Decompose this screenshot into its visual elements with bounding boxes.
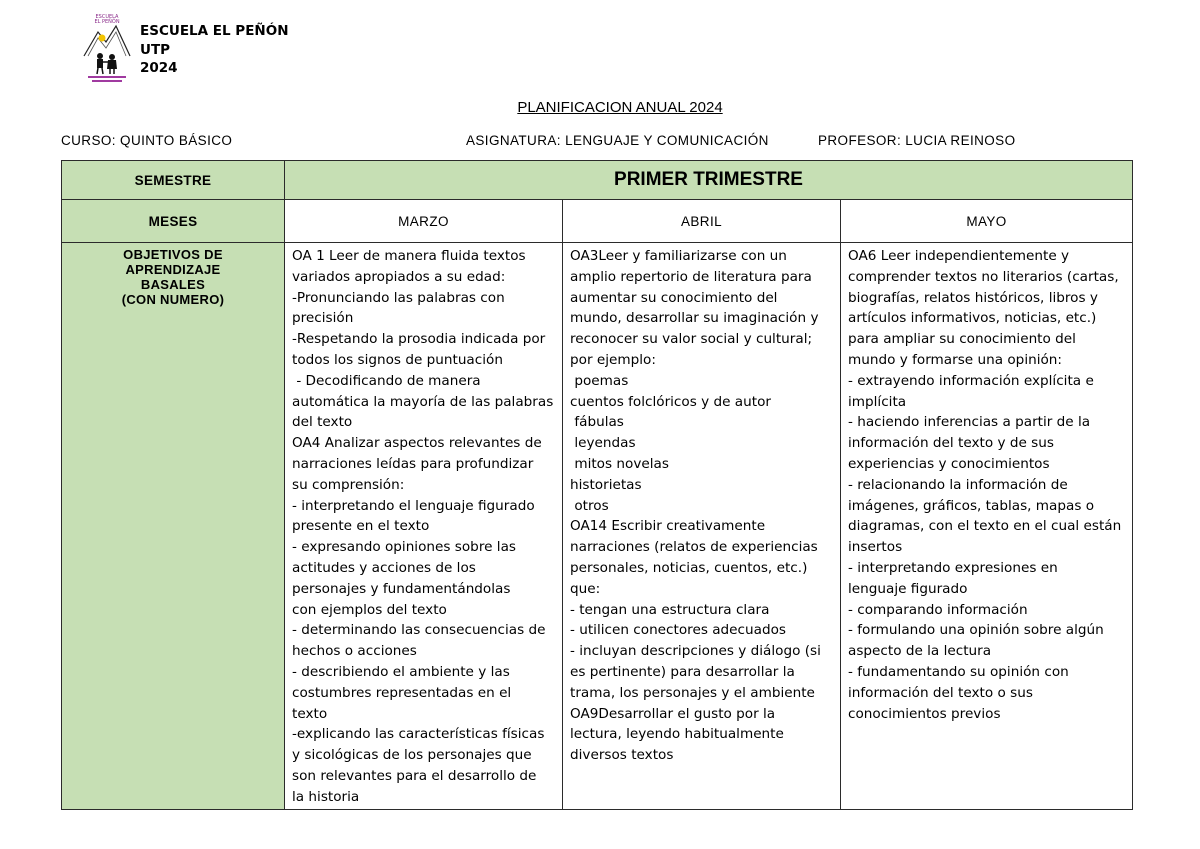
objective-line: - interpretando el lenguaje figurado xyxy=(292,497,535,514)
objective-line: presente en el texto xyxy=(292,518,430,535)
objetivos-marzo xyxy=(285,243,563,810)
objective-line: - formulando una opinión sobre algún xyxy=(848,622,1104,639)
objective-line: trama, los personajes y el ambiente xyxy=(570,684,815,701)
trimestre-header: PRIMER TRIMESTRE xyxy=(285,161,1133,200)
semestre-header: SEMESTRE xyxy=(62,161,285,200)
objective-line: actitudes y acciones de los xyxy=(292,559,476,576)
objective-line: - Decodificando de manera xyxy=(292,372,481,389)
objective-line: diversos textos xyxy=(570,747,674,764)
objective-line: cuentos folclóricos y de autor xyxy=(570,393,771,410)
objective-line: comprender textos no literarios (cartas, xyxy=(848,268,1119,285)
school-header xyxy=(140,22,289,78)
objective-line: - describiendo el ambiente y las xyxy=(292,663,510,680)
objective-line: otros xyxy=(570,497,609,514)
objective-line: OA 1 Leer de manera fluida textos xyxy=(292,248,526,264)
objective-line: historietas xyxy=(570,476,642,493)
objetivos-mayo xyxy=(841,243,1133,810)
objective-line: información del texto o sus xyxy=(848,684,1033,701)
objective-line: costumbres representadas en el xyxy=(292,684,512,701)
asignatura-label: ASIGNATURA: LENGUAJE Y COMUNICACIÓN xyxy=(466,133,769,148)
semestre-row xyxy=(62,161,1133,200)
month-marzo: MARZO xyxy=(285,200,563,243)
objective-line: - haciendo inferencias a partir de la xyxy=(848,414,1091,431)
objective-line: OA9Desarrollar el gusto por la xyxy=(570,705,776,722)
objective-line: con ejemplos del texto xyxy=(292,601,447,618)
objective-line: mundo y formarse una opinión: xyxy=(848,351,1062,368)
logo-text-2: EL PEÑÓN xyxy=(94,19,120,25)
objetivos-abril xyxy=(563,243,841,810)
objective-line: artículos informativos, noticias, etc.) xyxy=(848,310,1097,327)
page-title: PLANIFICACION ANUAL 2024 xyxy=(517,99,723,116)
objective-line: mundo, desarrollar su imaginación y xyxy=(570,310,819,327)
objective-line: - fundamentando su opinión con xyxy=(848,663,1069,680)
objective-line: todos los signos de puntuación xyxy=(292,351,503,368)
objetivos-row xyxy=(62,243,1133,810)
objective-line: conocimientos previos xyxy=(848,705,1001,722)
objective-line: precisión xyxy=(292,310,354,327)
objective-line: - tengan una estructura clara xyxy=(570,601,770,618)
objective-line: experiencias y conocimientos xyxy=(848,455,1050,472)
objective-line: por ejemplo: xyxy=(570,351,656,368)
objetivos-line: OBJETIVOS DE xyxy=(123,247,223,262)
objetivos-line: BASALES xyxy=(140,277,206,292)
objective-line: - comparando información xyxy=(848,601,1028,618)
objective-line: narraciones leídas para profundizar xyxy=(292,455,534,472)
objective-line: reconocer su valor social y cultural; xyxy=(570,331,813,348)
objective-line: variados apropiados a su edad: xyxy=(292,268,506,285)
school-logo xyxy=(82,12,132,84)
profesor-label: PROFESOR: LUCIA REINOSO xyxy=(818,133,1016,148)
objective-line: lenguaje figurado xyxy=(848,580,968,597)
objetivos-line: (CON NUMERO) xyxy=(121,292,225,307)
objective-line: - incluyan descripciones y diálogo (si xyxy=(570,643,821,660)
objetivos-line: APRENDIZAJE xyxy=(125,262,221,277)
objective-line: - expresando opiniones sobre las xyxy=(292,539,516,556)
objective-line: poemas xyxy=(570,372,629,389)
objective-line: son relevantes para el desarrollo de xyxy=(292,767,537,784)
objective-line: - determinando las consecuencias de xyxy=(292,622,546,639)
objective-line: OA4 Analizar aspectos relevantes de xyxy=(292,435,542,452)
school-year: 2024 xyxy=(140,60,178,76)
objective-line: su comprensión: xyxy=(292,476,405,493)
objective-line: - utilicen conectores adecuados xyxy=(570,622,786,639)
objective-line: que: xyxy=(570,580,601,597)
objective-line: aumentar su conocimiento del xyxy=(570,289,778,306)
children-icon xyxy=(97,53,117,74)
meses-row xyxy=(62,200,1133,243)
school-name: ESCUELA EL PEÑÓN xyxy=(140,23,289,39)
objective-line: -explicando las características físicas xyxy=(292,726,545,743)
objective-line: lectura, leyendo habitualmente xyxy=(570,726,784,743)
month-mayo: MAYO xyxy=(841,200,1133,243)
planning-table xyxy=(61,160,1133,810)
logo-text: ESCUELA xyxy=(95,14,119,20)
objective-line: fábulas xyxy=(570,414,624,431)
objective-line: - interpretando expresiones en xyxy=(848,559,1058,576)
school-unit: UTP xyxy=(140,41,171,58)
month-abril: ABRIL xyxy=(563,200,841,243)
objective-line: imágenes, gráficos, tablas, mapas o xyxy=(848,497,1095,514)
objective-line: narraciones (relatos de experiencias xyxy=(570,539,818,556)
objective-line: personales, noticias, cuentos, etc.) xyxy=(570,559,808,576)
objective-line: y sicológicas de los personajes que xyxy=(292,747,532,764)
objective-line: OA3Leer y familiarizarse con un xyxy=(570,248,787,264)
objective-line: insertos xyxy=(848,539,903,556)
objective-line: aspecto de la lectura xyxy=(848,643,992,660)
sun-icon xyxy=(99,35,106,42)
objective-line: diagramas, con el texto en el cual están xyxy=(848,518,1122,535)
objective-line: leyendas xyxy=(570,435,636,452)
objective-line: del texto xyxy=(292,414,353,431)
objective-line: texto xyxy=(292,705,328,722)
objective-line: información del texto y de sus xyxy=(848,435,1054,452)
objective-line: biografías, relatos históricos, libros y xyxy=(848,289,1098,306)
objective-line: OA14 Escribir creativamente xyxy=(570,518,766,535)
objective-line: amplio repertorio de literatura para xyxy=(570,268,812,285)
objective-line: - relacionando la información de xyxy=(848,476,1068,493)
objective-line: personajes y fundamentándolas xyxy=(292,580,511,597)
objetivos-header xyxy=(62,243,285,810)
meses-header: MESES xyxy=(62,200,285,243)
objective-line: -Respetando la prosodia indicada por xyxy=(292,331,546,348)
objective-line: implícita xyxy=(848,393,907,410)
objective-line: -Pronunciando las palabras con xyxy=(292,289,505,306)
objective-line: OA6 Leer independientemente y xyxy=(848,248,1070,264)
objective-line: para ampliar su conocimiento del xyxy=(848,331,1076,348)
objective-line: la historia xyxy=(292,788,360,805)
objective-line: - extrayendo información explícita e xyxy=(848,372,1094,389)
objective-line: automática la mayoría de las palabras xyxy=(292,393,554,410)
objective-line: hechos o acciones xyxy=(292,643,417,660)
objective-line: es pertinente) para desarrollar la xyxy=(570,663,795,680)
objective-line: mitos novelas xyxy=(570,455,669,472)
curso-label: CURSO: QUINTO BÁSICO xyxy=(61,133,233,148)
